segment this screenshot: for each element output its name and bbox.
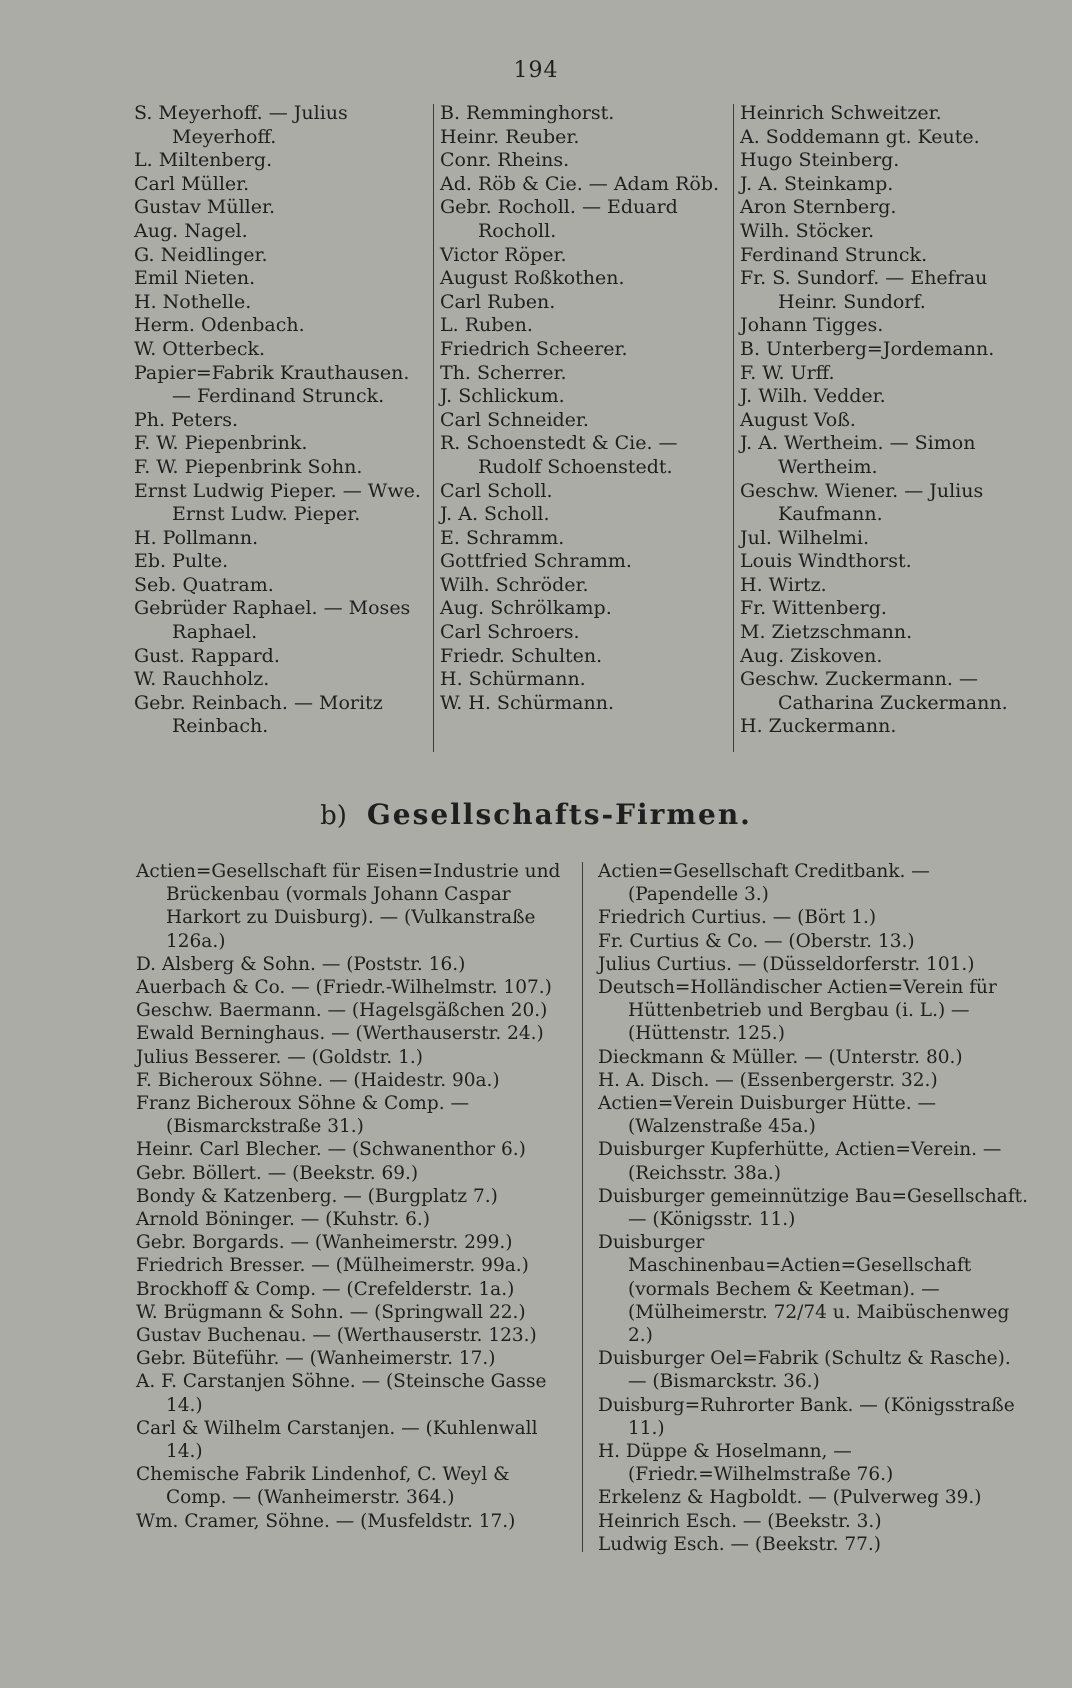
directory-entry: Herm. Odenbach.	[134, 314, 305, 337]
company-entry: Carl & Wilhelm Carstanjen. — (Kuhlenwall 14.)	[136, 1417, 538, 1463]
directory-entry: F. W. Piepenbrink Sohn.	[134, 455, 363, 478]
company-entry: Bondy & Katzenberg. — (Burgplatz 7.)	[136, 1185, 498, 1207]
directory-entry: E. Schramm.	[440, 526, 565, 549]
company-list-columns	[136, 860, 1032, 1560]
company-entry: Friedrich Bresser. — (Mülheimerstr. 99a.)	[136, 1255, 529, 1277]
company-entry: Actien=Gesellschaft Creditbank. — (Papendelle 3.)	[598, 861, 930, 906]
company-entry: D. Alsberg & Sohn. — (Poststr. 16.)	[136, 953, 466, 975]
directory-entry: Aug. Schrölkamp.	[440, 597, 612, 620]
company-entry: A. F. Carstanjen Söhne. — (Steinsche Gasse 14.)	[136, 1371, 547, 1416]
company-entry: Auerbach & Co. — (Friedr.-Wilhelmstr. 107.)	[136, 977, 552, 999]
page-number: 194	[513, 58, 559, 83]
directory-entry: Aron Sternberg.	[740, 196, 897, 219]
company-entry: Geschw. Baermann. — (Hagelsgäßchen 20.)	[136, 1000, 548, 1022]
directory-entry: F. W. Piepenbrink.	[134, 432, 308, 455]
directory-entry: W. Rauchholz.	[134, 668, 270, 691]
directory-entry: B. Unterberg=Jordemann.	[740, 337, 995, 360]
directory-entry: Heinrich Schweitzer.	[740, 102, 942, 124]
directory-entry: Jul. Wilhelmi.	[740, 526, 870, 549]
company-entry: Duisburg=Ruhrorter Bank. — (Königsstraße 11.)	[598, 1394, 1015, 1439]
company-entry: H. A. Disch. — (Essenbergerstr. 32.)	[598, 1069, 938, 1091]
company-entry: Duisburger Maschinenbau=Actien=Gesellschaft (vormals Bechem & Keetman). — (Mülheimerstr. 72/74 u. Maibüschenweg 2.)	[598, 1232, 1010, 1347]
directory-entry: Carl Ruben.	[440, 290, 556, 313]
company-entry: Duisburger gemeinnützige Bau=Gesellschaft. — (Königsstr. 11.)	[598, 1185, 1028, 1231]
directory-entry: H. Schürmann.	[440, 668, 586, 691]
company-entry: Heinrich Esch. — (Beekstr. 3.)	[598, 1510, 882, 1532]
company-entry: Gebr. Böllert. — (Beekstr. 69.)	[136, 1162, 419, 1184]
company-entry: Brockhoff & Comp. — (Crefelderstr. 1a.)	[136, 1278, 515, 1300]
company-entry: Gustav Buchenau. — (Werthauserstr. 123.)	[136, 1325, 537, 1347]
directory-entry: Fr. Wittenberg.	[740, 597, 887, 620]
section-title: Gesellschafts-Firmen.	[366, 798, 752, 831]
directory-entry: Aug. Ziskoven.	[740, 644, 883, 667]
company-entry: F. Bicheroux Söhne. — (Haidestr. 90a.)	[136, 1069, 500, 1091]
company-entry: Dieckmann & Müller. — (Unterstr. 80.)	[598, 1046, 963, 1068]
directory-entry: Fr. S. Sundorf. — Ehefrau Heinr. Sundorf.	[740, 267, 988, 313]
directory-entry: August Roßkothen.	[440, 267, 625, 290]
company-entry: Julius Besserer. — (Goldstr. 1.)	[136, 1046, 423, 1068]
column-divider	[433, 104, 434, 752]
directory-entry: Seb. Quatram.	[134, 573, 274, 596]
company-entry: Actien=Verein Duisburger Hütte. — (Walzenstraße 45a.)	[598, 1093, 936, 1138]
directory-entry: Gebr. Reinbach. — Moritz Reinbach.	[134, 691, 383, 738]
directory-entry: Geschw. Zuckermann. — Catharina Zuckermann.	[740, 668, 1008, 714]
company-column-2	[598, 860, 1032, 1556]
company-entry: Chemische Fabrik Lindenhof, C. Weyl & Comp. — (Wanheimerstr. 364.)	[136, 1464, 510, 1509]
directory-entry: Gustav Müller.	[134, 196, 276, 219]
company-entry: Franz Bicheroux Söhne & Comp. — (Bismarckstraße 31.)	[136, 1093, 469, 1138]
directory-entry: W. H. Schürmann.	[440, 691, 615, 714]
directory-entry: J. A. Wertheim. — Simon Wertheim.	[740, 432, 976, 478]
directory-entry: J. A. Steinkamp.	[740, 172, 894, 195]
column-divider	[733, 104, 734, 752]
directory-entry: Eb. Pulte.	[134, 550, 229, 573]
directory-entry: Louis Windthorst.	[740, 550, 912, 573]
directory-entry: Geschw. Wiener. — Julius Kaufmann.	[740, 479, 984, 526]
name-column-3	[740, 102, 1032, 739]
company-entry: Arnold Böninger. — (Kuhstr. 6.)	[136, 1209, 430, 1231]
column-divider	[582, 862, 583, 1552]
directory-entry: Friedr. Schulten.	[440, 644, 603, 667]
company-entry: Gebr. Büteführ. — (Wanheimerstr. 17.)	[136, 1348, 496, 1370]
directory-entry: Wilh. Stöcker.	[740, 219, 875, 242]
directory-entry: G. Neidlinger.	[134, 243, 268, 266]
name-column-2	[440, 102, 732, 715]
directory-entry: B. Remminghorst.	[440, 102, 615, 124]
directory-entry: W. Otterbeck.	[134, 337, 266, 360]
company-entry: Gebr. Borgards. — (Wanheimerstr. 299.)	[136, 1232, 513, 1254]
company-entry: Julius Curtius. — (Düsseldorferstr. 101.)	[598, 953, 975, 975]
directory-entry: Carl Schneider.	[440, 408, 589, 431]
directory-entry: Gebr. Rocholl. — Eduard Rocholl.	[440, 196, 678, 242]
company-entry: H. Düppe & Hoselmann, — (Friedr.=Wilhelmstraße 76.)	[598, 1441, 894, 1486]
directory-entry: Ferdinand Strunck.	[740, 243, 928, 266]
directory-entry: Victor Röper.	[440, 243, 567, 266]
directory-entry: M. Zietzschmann.	[740, 621, 913, 644]
company-entry: Ewald Berninghaus. — (Werthauserstr. 24.)	[136, 1023, 544, 1045]
directory-entry: Heinr. Reuber.	[440, 125, 580, 148]
directory-entry: A. Soddemann gt. Keute.	[740, 125, 980, 148]
directory-entry: Johann Tigges.	[740, 314, 884, 337]
directory-entry: Ph. Peters.	[134, 408, 239, 431]
company-entry: Duisburger Kupferhütte, Actien=Verein. — (Reichsstr. 38a.)	[598, 1139, 1002, 1184]
directory-entry: L. Ruben.	[440, 314, 533, 337]
company-entry: Erkelenz & Hagboldt. — (Pulverweg 39.)	[598, 1487, 982, 1509]
directory-entry: Carl Schroers.	[440, 621, 580, 644]
directory-entry: Emil Nieten.	[134, 267, 256, 290]
section-heading	[0, 798, 1072, 831]
directory-entry: Ad. Röb & Cie. — Adam Röb.	[440, 172, 720, 195]
directory-entry: Wilh. Schröder.	[440, 573, 589, 596]
company-entry: Friedrich Curtius. — (Bört 1.)	[598, 907, 877, 929]
name-list-columns	[134, 102, 1032, 762]
directory-entry: Hugo Steinberg.	[740, 149, 900, 172]
company-entry: Ludwig Esch. — (Beekstr. 77.)	[598, 1533, 881, 1555]
directory-entry: Th. Scherrer.	[440, 361, 567, 384]
directory-entry: J. A. Scholl.	[440, 503, 550, 526]
directory-entry: H. Nothelle.	[134, 290, 252, 313]
directory-entry: H. Zuckermann.	[740, 715, 897, 738]
directory-entry: H. Pollmann.	[134, 526, 259, 549]
directory-entry: Aug. Nagel.	[134, 219, 248, 242]
directory-entry: Carl Scholl.	[440, 479, 553, 502]
directory-entry: J. Wilh. Vedder.	[740, 385, 886, 408]
directory-entry: August Voß.	[740, 408, 856, 431]
directory-entry: Gebrüder Raphael. — Moses Raphael.	[134, 597, 411, 644]
company-entry: Wm. Cramer, Söhne. — (Musfeldstr. 17.)	[136, 1510, 516, 1532]
section-mark: b)	[320, 801, 347, 831]
directory-entry: L. Miltenberg.	[134, 149, 273, 172]
directory-entry: Carl Müller.	[134, 172, 250, 195]
company-entry: Deutsch=Holländischer Actien=Verein für Hüttenbetrieb und Bergbau (i. L.) — (Hüttenstr. 125.)	[598, 977, 997, 1045]
directory-entry: F. W. Urff.	[740, 361, 835, 384]
directory-entry: Friedrich Scheerer.	[440, 337, 628, 360]
directory-entry: S. Meyerhoff. — Julius Meyerhoff.	[134, 102, 348, 148]
directory-entry: Gottfried Schramm.	[440, 550, 632, 573]
directory-entry: Papier=Fabrik Krauthausen. — Ferdinand Strunck.	[134, 361, 410, 408]
directory-entry: J. Schlickum.	[440, 385, 565, 408]
directory-entry: H. Wirtz.	[740, 573, 827, 596]
company-entry: Heinr. Carl Blecher. — (Schwanenthor 6.)	[136, 1139, 526, 1161]
company-entry: Duisburger Oel=Fabrik (Schultz & Rasche). — (Bismarckstr. 36.)	[598, 1348, 1011, 1393]
directory-entry: Gust. Rappard.	[134, 644, 280, 667]
directory-entry: R. Schoenstedt & Cie. — Rudolf Schoenstedt.	[440, 432, 678, 478]
directory-entry: Ernst Ludwig Pieper. — Wwe. Ernst Ludw. Pieper.	[134, 479, 421, 526]
company-entry: W. Brügmann & Sohn. — (Springwall 22.)	[136, 1301, 526, 1323]
company-entry: Fr. Curtius & Co. — (Oberstr. 13.)	[598, 930, 915, 952]
name-column-1	[134, 102, 430, 739]
company-column-1	[136, 860, 566, 1533]
company-entry: Actien=Gesellschaft für Eisen=Industrie und Brückenbau (vormals Johann Caspar Harkort zu Duisburg). — (Vulkanstraße 126a.)	[136, 861, 561, 952]
directory-entry: Conr. Rheins.	[440, 149, 570, 172]
